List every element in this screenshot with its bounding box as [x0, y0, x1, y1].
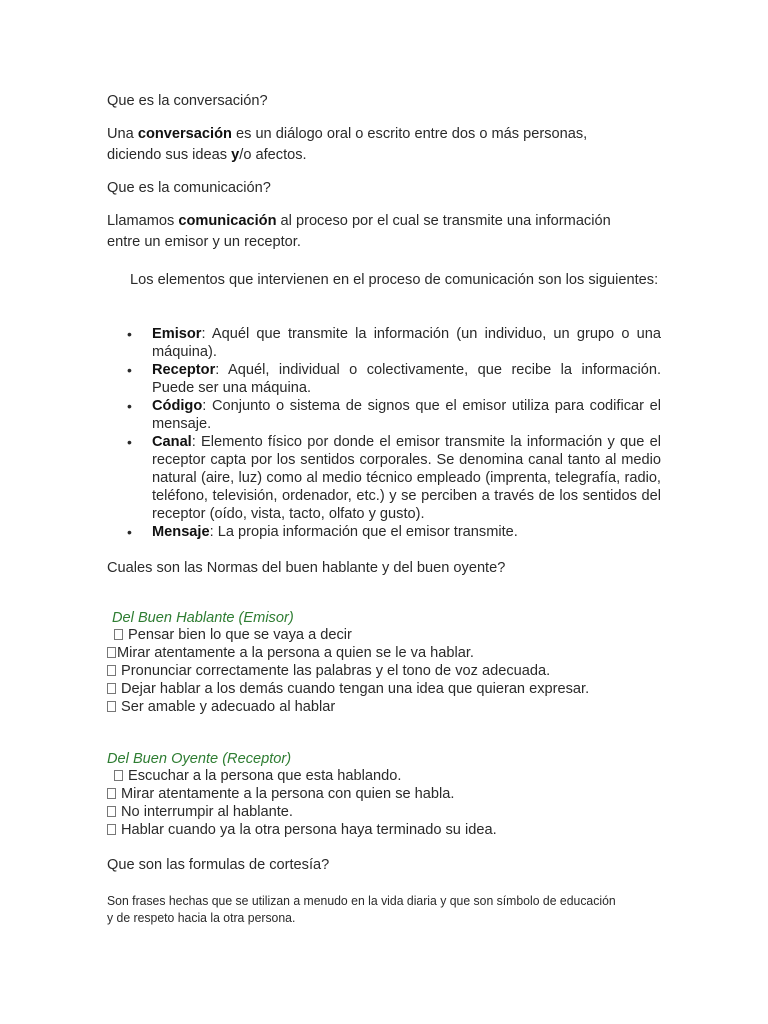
question-norms: Cuales son las Normas del buen hablante y del buen oyente?: [107, 560, 506, 576]
list-item: [107, 523, 661, 541]
list-item: [107, 644, 667, 662]
checkbox-icon: [107, 788, 116, 799]
element-desc: : Aquél que transmite la información (un individuo, un grupo o una máquina).: [152, 326, 661, 360]
element-term: Canal: [152, 434, 192, 450]
list-item: [107, 698, 667, 716]
text-fragment: es un diálogo oral o escrito entre dos o más personas,: [231, 126, 588, 142]
element-desc: : Elemento físico por donde el emisor transmite la información y que el receptor capta por los sentidos corporales. Se denomina canal tanto al medio natural (aire, luz) como al medio técnico empleado (imprenta, telegrafía, radio, teléfono, televisión, ordenador, etc.) y se perciben a través de los sentidos del receptor (oído, vista, tacto, olfato y gusto).: [152, 434, 661, 522]
hablante-list: [107, 626, 667, 716]
element-desc: : Aquél, individual o colectivamente, que recibe la información. Puede ser una máquina.: [152, 362, 661, 396]
elements-list-container: [107, 325, 667, 541]
item-text: Dejar hablar a los demás cuando tengan una idea que quieran expresar.: [121, 681, 590, 697]
item-text: Pronunciar correctamente las palabras y el tono de voz adecuada.: [121, 663, 551, 679]
oyente-list: [107, 767, 667, 839]
paragraph-courtesy: Son frases hechas que se utilizan a menudo en la vida diaria y que son símbolo de educación y de respeto hacia la otra persona.: [107, 893, 616, 925]
elements-list: [107, 325, 667, 541]
list-item: [107, 325, 661, 361]
bullet-icon: •: [127, 434, 132, 450]
item-text: Escuchar a la persona que esta hablando.: [128, 768, 402, 784]
checkbox-icon: [107, 665, 116, 676]
text-fragment: entre un emisor y un receptor.: [107, 234, 301, 250]
item-text: Mirar atentamente a la persona con quien se habla.: [121, 786, 455, 802]
element-desc: : La propia información que el emisor transmite.: [209, 524, 518, 540]
list-item: [107, 821, 667, 839]
text-fragment: Una: [107, 126, 138, 142]
paragraph-conversation: [107, 124, 667, 166]
text-fragment: diciendo sus ideas: [107, 147, 232, 163]
bold-y: y: [231, 147, 240, 163]
paragraph-communication: [107, 211, 667, 253]
list-item: [107, 361, 661, 397]
text-fragment: al proceso por el cual se transmite una información: [276, 213, 611, 229]
item-text: No interrumpir al hablante.: [121, 804, 293, 820]
text-fragment: /o afectos.: [239, 147, 307, 163]
list-item: [107, 397, 661, 433]
checkbox-icon: [107, 701, 116, 712]
list-item: [107, 767, 667, 785]
term-conversacion: conversación: [137, 126, 232, 142]
list-item: [107, 680, 667, 698]
bullet-icon: •: [127, 524, 132, 540]
item-text: Ser amable y adecuado al hablar: [121, 699, 336, 715]
checkbox-icon: [114, 770, 123, 781]
item-text: Mirar atentamente a la persona a quien se le va hablar.: [117, 645, 474, 661]
item-text: Hablar cuando ya la otra persona haya terminado su idea.: [121, 822, 497, 838]
checkbox-icon: [107, 806, 116, 817]
list-item: [107, 785, 667, 803]
text-fragment: Llamamos: [107, 213, 179, 229]
question-communication: Que es la comunicación?: [107, 180, 271, 196]
element-term: Código: [152, 398, 203, 414]
bullet-icon: •: [127, 398, 132, 414]
checkbox-icon: [107, 647, 116, 658]
question-courtesy: Que son las formulas de cortesía?: [107, 857, 330, 873]
elements-intro: Los elementos que intervienen en el proceso de comunicación son los siguientes:: [130, 272, 659, 288]
term-comunicacion: comunicación: [178, 213, 277, 229]
bullet-icon: •: [127, 362, 132, 378]
question-conversation: Que es la conversación?: [107, 93, 268, 109]
element-desc: : Conjunto o sistema de signos que el emisor utiliza para codificar el mensaje.: [152, 398, 661, 432]
element-term: Emisor: [152, 326, 202, 342]
heading-buen-oyente: Del Buen Oyente (Receptor): [107, 751, 292, 767]
list-item: [107, 433, 661, 523]
checkbox-icon: [107, 683, 116, 694]
list-item: [107, 662, 667, 680]
heading-buen-hablante: Del Buen Hablante (Emisor): [112, 610, 294, 626]
element-term: Mensaje: [152, 524, 210, 540]
element-term: Receptor: [152, 362, 216, 378]
checkbox-icon: [114, 629, 123, 640]
checkbox-icon: [107, 824, 116, 835]
list-item: [107, 626, 667, 644]
bullet-icon: •: [127, 326, 132, 342]
item-text: Pensar bien lo que se vaya a decir: [128, 627, 352, 643]
list-item: [107, 803, 667, 821]
